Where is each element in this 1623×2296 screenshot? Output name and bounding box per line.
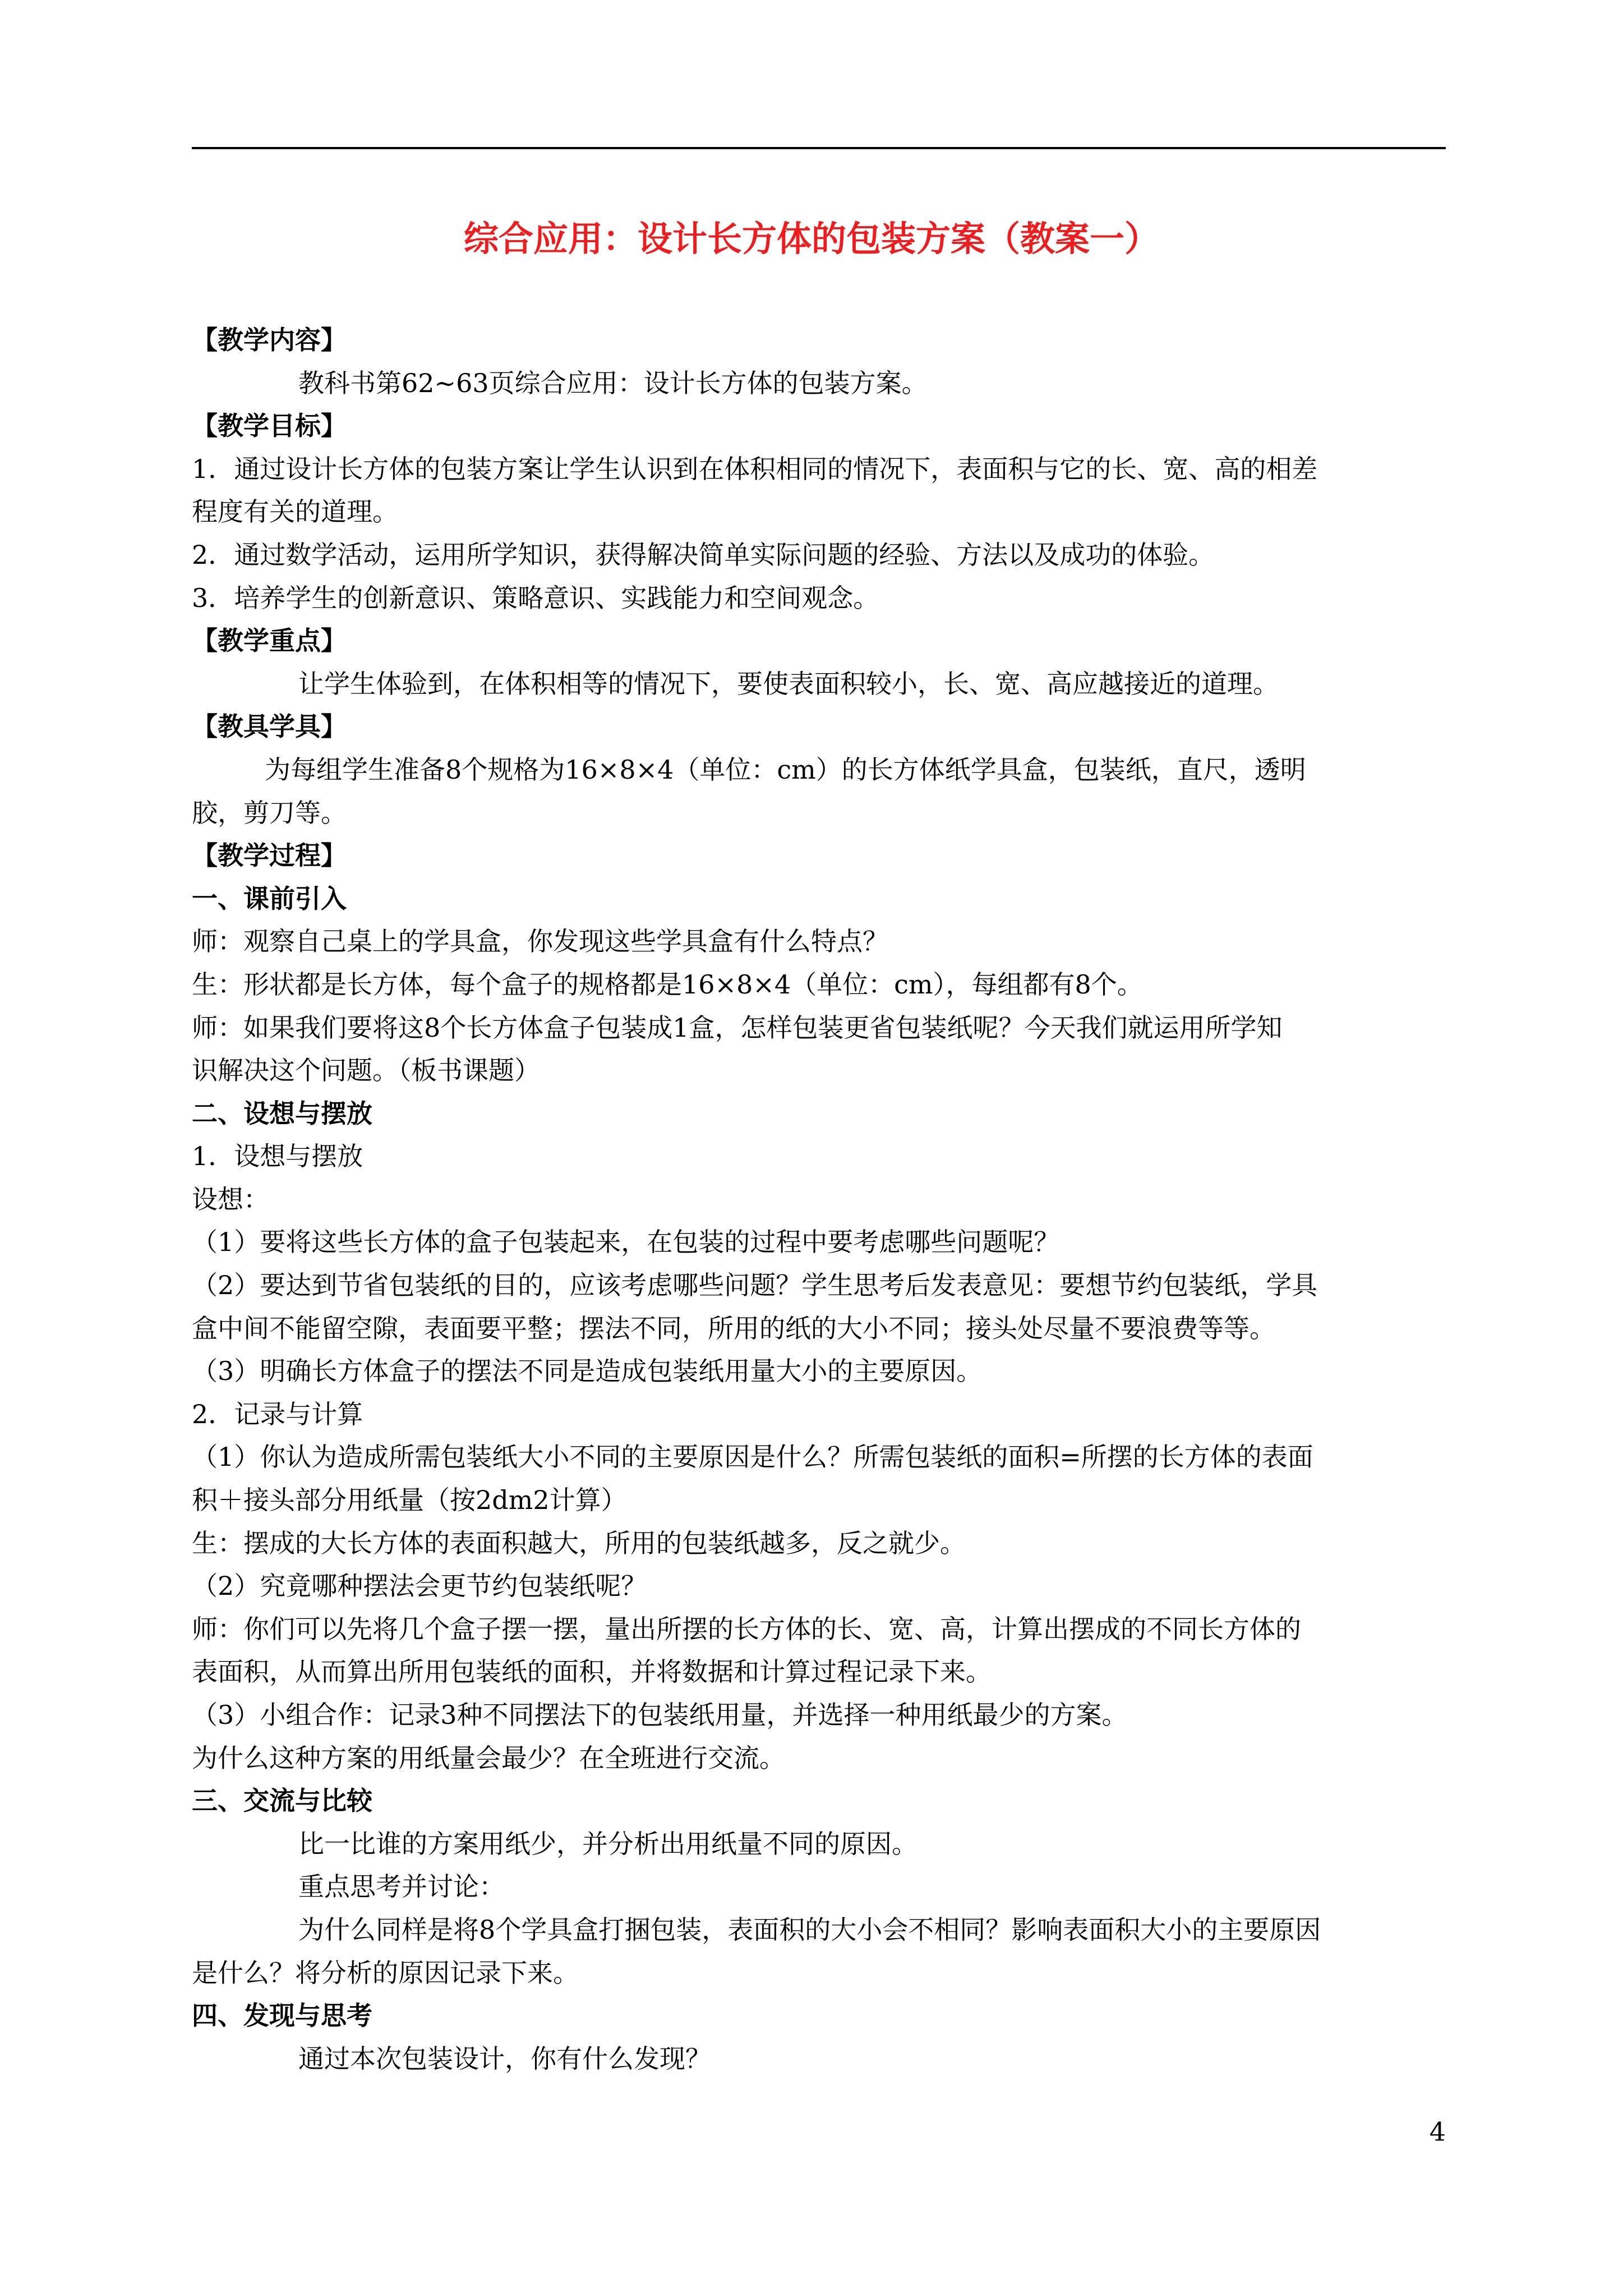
subheading: 1．设想与摆放 — [192, 1141, 363, 1172]
section-heading-focus: 【教学重点】 — [192, 625, 347, 656]
tools-text-continued: 胶，剪刀等。 — [192, 797, 347, 828]
section-heading-goals: 【教学目标】 — [192, 411, 347, 441]
goal-item-1-continued: 程度有关的道理。 — [192, 496, 398, 527]
text-line: （1）要将这些长方体的盒子包装起来，在包装的过程中要考虑哪些问题呢？ — [192, 1227, 1060, 1258]
text-line: 比一比谁的方案用纸少，并分析出用纸量不同的原因。 — [298, 1828, 917, 1859]
part-heading-intro: 一、课前引入 — [192, 883, 347, 914]
text-line: 生：摆成的大长方体的表面积越大，所用的包装纸越多，反之就少。 — [192, 1527, 966, 1558]
text-line: 表面积，从而算出所用包装纸的面积，并将数据和计算过程记录下来。 — [192, 1657, 992, 1687]
text-line: （2）要达到节省包装纸的目的，应该考虑哪些问题？学生思考后发表意见：要想节约包装纸，学具 — [192, 1270, 1318, 1301]
section-heading-tools: 【教具学具】 — [192, 711, 347, 742]
focus-text: 让学生体验到，在体积相等的情况下，要使表面积较小，长、宽、高应越接近的道理。 — [298, 668, 1279, 699]
document-title: 综合应用：设计长方体的包装方案（教案一） — [463, 218, 1159, 259]
text-line: 通过本次包装设计，你有什么发现？ — [298, 2043, 711, 2074]
content-text: 教科书第62~63页综合应用：设计长方体的包装方案。 — [298, 367, 928, 398]
tools-text: 为每组学生准备8个规格为16×8×4（单位：cm）的长方体纸学具盒，包装纸，直尺，透明 — [265, 754, 1306, 785]
section-heading-content: 【教学内容】 — [192, 325, 347, 355]
section-heading-process: 【教学过程】 — [192, 840, 347, 871]
dialogue-line: 生：形状都是长方体，每个盒子的规格都是16×8×4（单位：cm），每组都有8个。 — [192, 969, 1143, 1000]
part-heading-compare: 三、交流与比较 — [192, 1786, 372, 1816]
text-line: 重点思考并讨论： — [298, 1871, 505, 1902]
subheading: 2．记录与计算 — [192, 1398, 363, 1429]
text-line: （1）你认为造成所需包装纸大小不同的主要原因是什么？所需包装纸的面积=所摆的长方体的表面 — [192, 1442, 1313, 1473]
part-heading-discover: 四、发现与思考 — [192, 2000, 372, 2031]
dialogue-line: 师：观察自己桌上的学具盒，你发现这些学具盒有什么特点？ — [192, 926, 888, 957]
text-line: 为什么同样是将8个学具盒打捆包装，表面积的大小会不相同？影响表面积大小的主要原因 — [298, 1914, 1321, 1945]
page-number: 4 — [1429, 2116, 1446, 2147]
goal-item-3: 3．培养学生的创新意识、策略意识、实践能力和空间观念。 — [192, 582, 879, 613]
text-line: 师：你们可以先将几个盒子摆一摆，量出所摆的长方体的长、宽、高，计算出摆成的不同长方体的 — [192, 1613, 1301, 1644]
dialogue-line-continued: 识解决这个问题。（板书课题） — [192, 1055, 540, 1086]
text-line: （3）明确长方体盒子的摆法不同是造成包装纸用量大小的主要原因。 — [192, 1356, 983, 1387]
text-line: 是什么？将分析的原因记录下来。 — [192, 1957, 579, 1988]
header-rule — [192, 147, 1446, 149]
part-heading-design: 二、设想与摆放 — [192, 1098, 372, 1129]
document-body — [192, 319, 1446, 2080]
goal-item-1: 1．通过设计长方体的包装方案让学生认识到在体积相同的情况下，表面积与它的长、宽、高的相差 — [192, 453, 1318, 484]
text-line: （3）小组合作：记录3种不同摆法下的包装纸用量，并选择一种用纸最少的方案。 — [192, 1700, 1128, 1730]
dialogue-line: 师：如果我们要将这8个长方体盒子包装成1盒，怎样包装更省包装纸呢？今天我们就运用所学知 — [192, 1012, 1283, 1043]
text-line: 盒中间不能留空隙，表面要平整；摆法不同，所用的纸的大小不同；接头处尽量不要浪费等等。 — [192, 1313, 1275, 1343]
text-line: 为什么这种方案的用纸量会最少？在全班进行交流。 — [192, 1742, 785, 1773]
goal-item-2: 2．通过数学活动，运用所学知识，获得解决简单实际问题的经验、方法以及成功的体验。 — [192, 539, 1215, 570]
text-line: 设想： — [192, 1184, 269, 1214]
text-line: 积＋接头部分用纸量（按2dm2计算） — [192, 1485, 627, 1516]
text-line: （2）究竟哪种摆法会更节约包装纸呢？ — [192, 1571, 647, 1602]
